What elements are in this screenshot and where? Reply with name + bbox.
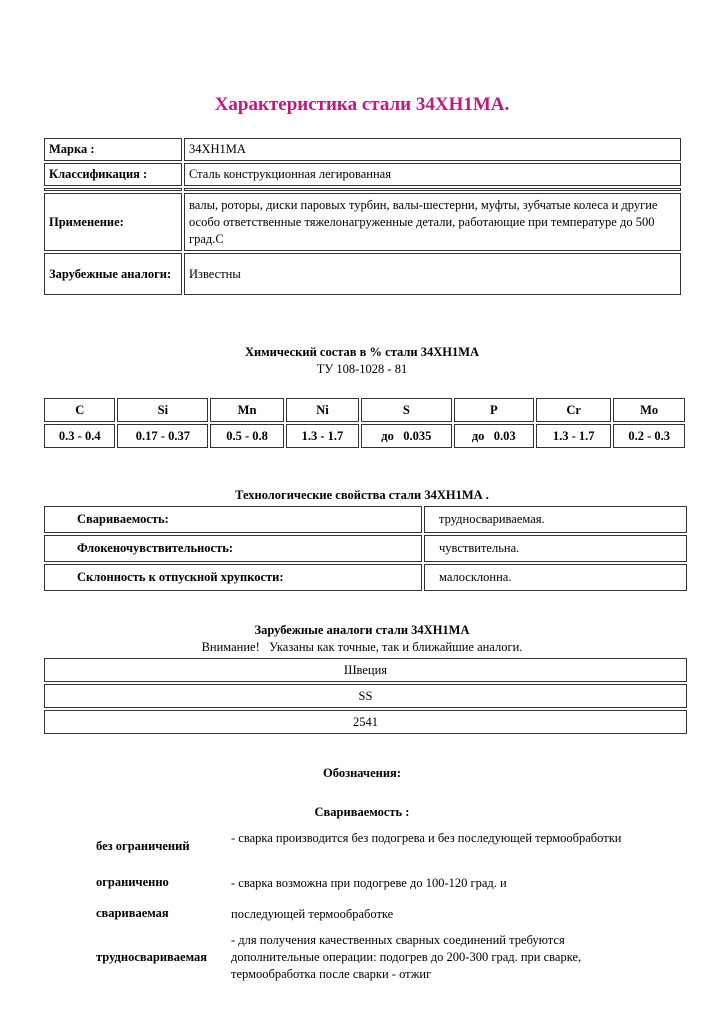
- legend-term-limited: ограниченно: [96, 875, 169, 889]
- chem-value-cr: 1.3 - 1.7: [536, 424, 611, 448]
- chem-header-s: S: [361, 398, 451, 422]
- tech-row-weldability: [44, 506, 687, 533]
- spacer-cell: [44, 188, 182, 191]
- chem-value-ni: 1.3 - 1.7: [286, 424, 359, 448]
- analog-row-country: [44, 658, 687, 682]
- chem-value-s: до 0.035: [361, 424, 451, 448]
- info-key: Марка :: [44, 138, 182, 161]
- legend-subtitle: Свариваемость :: [314, 805, 410, 819]
- info-row-classification: [44, 163, 681, 186]
- legend-desc-hard-to-weld: - для получения качественных сварных соединений требуются дополнительные операции: подогрев до 200-300 град. при сварке, термообработка после сварки - отжиг: [231, 933, 582, 981]
- chem-value-mn: 0.5 - 0.8: [210, 424, 284, 448]
- analogs-title: Зарубежные аналоги стали 34ХН1МА: [254, 623, 470, 637]
- info-value: валы, роторы, диски паровых турбин, валы-шестерни, муфты, зубчатые колеса и другие особо ответственные тяжелонагруженные детали, работающие при температуре до 500 град.С: [184, 193, 681, 251]
- chem-header-mo: Mo: [613, 398, 685, 422]
- info-key: Зарубежные аналоги:: [44, 253, 182, 295]
- chem-value-p: до 0.03: [454, 424, 535, 448]
- page-title: Характеристика стали 34ХН1МА.: [214, 94, 510, 115]
- legend-term-unrestricted: без ограничений: [96, 839, 190, 853]
- tech-value: чувствительна.: [424, 535, 687, 562]
- tech-value: малосклонна.: [424, 564, 687, 591]
- legend-term-hard-to-weld: трудносвариваемая: [96, 950, 208, 964]
- chem-title: Химический состав в % стали 34ХН1МА: [244, 345, 480, 359]
- chem-subtitle: ТУ 108-1028 - 81: [316, 362, 408, 376]
- tech-title: Технологические свойства стали 34ХН1МА .: [235, 488, 489, 502]
- chem-value-row: [44, 424, 685, 448]
- chem-header-si: Si: [117, 398, 208, 422]
- steel-info-table: [42, 136, 683, 297]
- info-row-application: [44, 193, 681, 251]
- info-row-grade: [44, 138, 681, 161]
- chem-value-si: 0.17 - 0.37: [117, 424, 208, 448]
- spacer-cell: [184, 188, 681, 191]
- tech-row-temper-brittleness: [44, 564, 687, 591]
- chem-header-row: [44, 398, 685, 422]
- chem-header-c: C: [44, 398, 115, 422]
- chem-header-mn: Mn: [210, 398, 284, 422]
- info-key: Классификация :: [44, 163, 182, 186]
- analogs-table: [42, 656, 689, 736]
- tech-row-flake-sensitivity: [44, 535, 687, 562]
- legend-desc-limited: - сварка возможна при подогреве до 100-120 град. и: [231, 876, 507, 890]
- chem-composition-table: [42, 396, 687, 450]
- tech-key: Свариваемость:: [44, 506, 422, 533]
- info-row-spacer: [44, 188, 681, 191]
- tech-key: Склонность к отпускной хрупкости:: [44, 564, 422, 591]
- tech-key: Флокеночувствительность:: [44, 535, 422, 562]
- analog-row-standard: [44, 684, 687, 708]
- chem-value-mo: 0.2 - 0.3: [613, 424, 685, 448]
- info-value: 34ХН1МА: [184, 138, 681, 161]
- info-value: Сталь конструкционная легированная: [184, 163, 681, 186]
- legend-title: Обозначения:: [323, 766, 401, 780]
- chem-header-ni: Ni: [286, 398, 359, 422]
- analog-grade: 2541: [44, 710, 687, 734]
- info-key: Применение:: [44, 193, 182, 251]
- tech-value: трудносвариваемая.: [424, 506, 687, 533]
- analog-country: Швеция: [44, 658, 687, 682]
- analogs-note: Внимание! Указаны как точные, так и ближайшие аналоги.: [201, 640, 523, 654]
- chem-header-p: P: [454, 398, 535, 422]
- info-value: Известны: [184, 253, 681, 295]
- tech-properties-table: [42, 504, 689, 593]
- analog-standard: SS: [44, 684, 687, 708]
- chem-value-c: 0.3 - 0.4: [44, 424, 115, 448]
- legend-term-weldable: свариваемая: [96, 906, 169, 920]
- analog-row-grade: [44, 710, 687, 734]
- info-row-analogs: [44, 253, 681, 295]
- legend-desc-weldable: последующей термообработке: [231, 907, 394, 921]
- legend-desc-unrestricted: - сварка производится без подогрева и без последующей термообработки: [231, 831, 622, 845]
- chem-header-cr: Cr: [536, 398, 611, 422]
